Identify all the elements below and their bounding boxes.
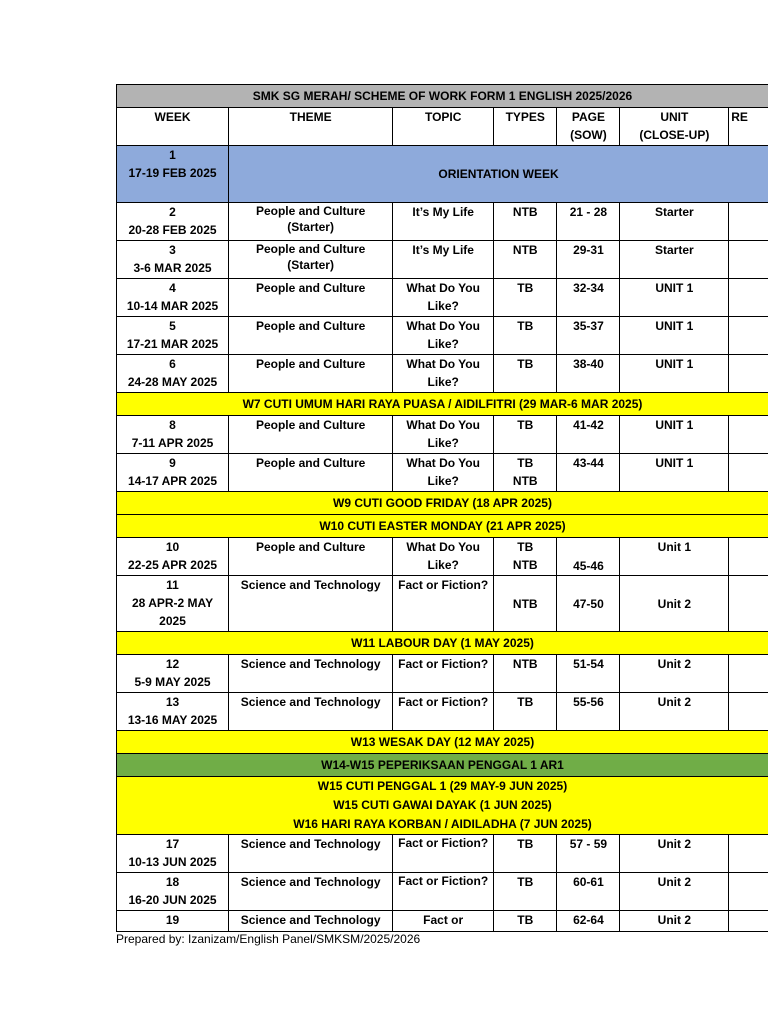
- theme-cell: People and Culture: [229, 538, 393, 576]
- week-number: 11: [166, 578, 179, 592]
- unit-cell: UNIT 1: [620, 454, 729, 492]
- orientation-row: [117, 146, 768, 203]
- week-number: 6: [169, 357, 176, 371]
- header-types: TYPES: [494, 108, 557, 146]
- table-row: [117, 279, 768, 317]
- types-cell: TB: [494, 873, 557, 911]
- remark-cell: [729, 317, 768, 355]
- types-cell: TB: [494, 317, 557, 355]
- theme-cell: People and Culture: [229, 317, 393, 355]
- page-cell: 51-54: [557, 655, 620, 693]
- unit-cell: Unit 1: [620, 538, 729, 576]
- header-unit: [620, 108, 729, 146]
- types-cell: NTB: [494, 241, 557, 279]
- header-remark: RE: [729, 108, 768, 146]
- page-cell: 45-46: [557, 538, 620, 576]
- theme-cell: Science and Technology: [229, 576, 393, 632]
- topic-cell: It’s My Life: [393, 203, 494, 241]
- page-cell: 47-50: [557, 576, 620, 632]
- types-cell: [494, 538, 557, 576]
- holiday-w15-gawai: W15 CUTI GAWAI DAYAK (1 JUN 2025): [333, 798, 552, 812]
- week-dates: 5-9 MAY 2025: [134, 675, 211, 689]
- week-number: 18: [165, 875, 180, 889]
- remark-cell: [729, 873, 768, 911]
- header-topic: TOPIC: [393, 108, 494, 146]
- types-cell: TB: [494, 911, 557, 932]
- table-row: [117, 203, 768, 241]
- table-row: [117, 241, 768, 279]
- holiday-w15-w16: [117, 777, 768, 835]
- page-cell: 32-34: [557, 279, 620, 317]
- table-row: [117, 454, 768, 492]
- page-cell: 38-40: [557, 355, 620, 393]
- remark-cell: [729, 835, 768, 873]
- topic-cell: What Do You Like?: [393, 416, 494, 454]
- table-row: [117, 355, 768, 393]
- week-dates: 7-11 APR 2025: [131, 436, 214, 450]
- week-number: 19: [117, 911, 229, 932]
- header-unit-line1: UNIT: [660, 110, 689, 124]
- types-line2: NTB: [512, 558, 538, 572]
- unit-cell: Starter: [620, 203, 729, 241]
- week-dates: 17-19 FEB 2025: [128, 166, 217, 180]
- types-cell: NTB: [494, 655, 557, 693]
- unit-cell: Unit 2: [620, 873, 729, 911]
- week-cell: [117, 538, 229, 576]
- theme-cell: People and Culture: [229, 416, 393, 454]
- week-dates: 10-13 JUN 2025: [128, 855, 217, 869]
- header-page: [557, 108, 620, 146]
- theme-cell: People and Culture (Starter): [229, 203, 393, 241]
- page-cell: 62-64: [557, 911, 620, 932]
- theme-cell: People and Culture: [229, 454, 393, 492]
- holiday-row: [117, 515, 768, 538]
- remark-cell: [729, 241, 768, 279]
- types-cell: TB: [494, 416, 557, 454]
- week-number: 17: [165, 837, 180, 851]
- remark-cell: [729, 655, 768, 693]
- theme-cell: People and Culture: [229, 279, 393, 317]
- topic-cell: Fact or Fiction?: [393, 835, 494, 873]
- holiday-w10: W10 CUTI EASTER MONDAY (21 APR 2025): [117, 515, 768, 538]
- table-row: [117, 835, 768, 873]
- remark-cell: [729, 911, 768, 932]
- table-row: [117, 576, 768, 632]
- header-unit-line2: (CLOSE-UP): [639, 128, 710, 142]
- theme-cell: Science and Technology: [229, 835, 393, 873]
- week-number: 5: [169, 319, 176, 333]
- types-line1: TB: [517, 456, 534, 470]
- page-cell: 35-37: [557, 317, 620, 355]
- week-cell: [117, 355, 229, 393]
- page-cell: 57 - 59: [557, 835, 620, 873]
- week-cell: [117, 576, 229, 632]
- remark-cell: [729, 416, 768, 454]
- unit-cell: Unit 2: [620, 655, 729, 693]
- table-row: [117, 538, 768, 576]
- unit-cell: UNIT 1: [620, 279, 729, 317]
- theme-cell: People and Culture (Starter): [229, 241, 393, 279]
- topic-cell: Fact or Fiction?: [393, 655, 494, 693]
- orientation-label: ORIENTATION WEEK: [229, 146, 768, 203]
- header-page-line2: (SOW): [570, 128, 607, 142]
- week-dates: 24-28 MAY 2025: [127, 375, 218, 389]
- remark-cell: [729, 693, 768, 731]
- holiday-w13: W13 WESAK DAY (12 MAY 2025): [117, 731, 768, 754]
- types-cell: TB: [494, 355, 557, 393]
- week-cell: [117, 279, 229, 317]
- topic-cell: What Do You Like?: [393, 279, 494, 317]
- page-cell: 43-44: [557, 454, 620, 492]
- holiday-w11: W11 LABOUR DAY (1 MAY 2025): [117, 632, 768, 655]
- remark-cell: [729, 279, 768, 317]
- week-cell: [117, 317, 229, 355]
- types-cell: TB: [494, 693, 557, 731]
- week-cell: [117, 241, 229, 279]
- week-cell: [117, 655, 229, 693]
- topic-cell: Fact or Fiction?: [393, 873, 494, 911]
- week-cell: [117, 873, 229, 911]
- topic-cell: What Do You Like?: [393, 538, 494, 576]
- table-row: [117, 317, 768, 355]
- table-row: [117, 911, 768, 932]
- week-cell: [117, 146, 229, 203]
- unit-cell: Unit 2: [620, 911, 729, 932]
- week-number: 8: [169, 418, 176, 432]
- week-dates: 10-14 MAR 2025: [126, 299, 219, 313]
- holiday-w9: W9 CUTI GOOD FRIDAY (18 APR 2025): [117, 492, 768, 515]
- week-cell: [117, 835, 229, 873]
- page-cell: 29-31: [557, 241, 620, 279]
- holiday-row: [117, 777, 768, 835]
- topic-cell: What Do You Like?: [393, 317, 494, 355]
- remark-cell: [729, 454, 768, 492]
- page-cell: 21 - 28: [557, 203, 620, 241]
- header-week: WEEK: [117, 108, 229, 146]
- unit-cell: Unit 2: [620, 576, 729, 632]
- week-dates: 3-6 MAR 2025: [133, 261, 212, 275]
- table-row: [117, 416, 768, 454]
- page-cell: 55-56: [557, 693, 620, 731]
- remark-cell: [729, 576, 768, 632]
- topic-cell: Fact or Fiction?: [393, 693, 494, 731]
- holiday-w7: W7 CUTI UMUM HARI RAYA PUASA / AIDILFITRI (29 MAR-6 MAR 2025): [117, 393, 768, 416]
- holiday-row: [117, 393, 768, 416]
- theme-cell: Science and Technology: [229, 911, 393, 932]
- scheme-of-work-table: [116, 84, 768, 932]
- topic-cell: It’s My Life: [393, 241, 494, 279]
- week-number: 1: [169, 148, 176, 162]
- remark-cell: [729, 538, 768, 576]
- remark-cell: [729, 355, 768, 393]
- unit-cell: Unit 2: [620, 693, 729, 731]
- topic-cell: Fact or Fiction?: [393, 576, 494, 632]
- table-row: [117, 873, 768, 911]
- theme-cell: Science and Technology: [229, 873, 393, 911]
- week-number: 13: [165, 695, 180, 709]
- week-cell: [117, 693, 229, 731]
- unit-cell: UNIT 1: [620, 355, 729, 393]
- table-title-row: [117, 85, 768, 108]
- header-theme: THEME: [229, 108, 393, 146]
- page-cell: 60-61: [557, 873, 620, 911]
- page-cell: 41-42: [557, 416, 620, 454]
- week-number: 12: [165, 657, 180, 671]
- week-number: 4: [169, 281, 176, 295]
- week-dates: 20-28 FEB 2025: [128, 223, 217, 237]
- week-cell: [117, 454, 229, 492]
- types-cell: NTB: [494, 576, 557, 632]
- week-dates: 22-25 APR 2025: [128, 558, 217, 572]
- week-dates: 16-20 JUN 2025: [128, 893, 217, 907]
- holiday-row: [117, 731, 768, 754]
- header-row: [117, 108, 768, 146]
- theme-cell: Science and Technology: [229, 693, 393, 731]
- unit-cell: Unit 2: [620, 835, 729, 873]
- week-number: 2: [169, 205, 176, 219]
- topic-cell: What Do You Like?: [393, 454, 494, 492]
- exam-row: [117, 754, 768, 777]
- types-cell: NTB: [494, 203, 557, 241]
- types-line2: NTB: [512, 474, 538, 488]
- theme-cell: People and Culture: [229, 355, 393, 393]
- week-number: 9: [169, 456, 176, 470]
- theme-cell: Science and Technology: [229, 655, 393, 693]
- exam-label: W14-W15 PEPERIKSAAN PENGGAL 1 AR1: [117, 754, 768, 777]
- unit-cell: UNIT 1: [620, 317, 729, 355]
- week-dates: 17-21 MAR 2025: [126, 337, 219, 351]
- table-row: [117, 693, 768, 731]
- table-title: SMK SG MERAH/ SCHEME OF WORK FORM 1 ENGLISH 2025/2026: [117, 85, 768, 108]
- holiday-row: [117, 492, 768, 515]
- week-cell: [117, 203, 229, 241]
- types-line1: TB: [517, 540, 534, 554]
- remark-cell: [729, 203, 768, 241]
- holiday-row: [117, 632, 768, 655]
- unit-cell: UNIT 1: [620, 416, 729, 454]
- table-row: [117, 655, 768, 693]
- week-dates: 14-17 APR 2025: [128, 474, 217, 488]
- holiday-w16: W16 HARI RAYA KORBAN / AIDILADHA (7 JUN 2025): [293, 817, 592, 831]
- topic-cell: What Do You Like?: [393, 355, 494, 393]
- week-cell: [117, 416, 229, 454]
- topic-cell: Fact or: [393, 911, 494, 932]
- types-cell: TB: [494, 279, 557, 317]
- week-number: 10: [165, 540, 180, 554]
- unit-cell: Starter: [620, 241, 729, 279]
- week-number: 3: [169, 243, 176, 257]
- week-dates: 28 APR-2 MAY 2025: [131, 596, 214, 628]
- holiday-w15-penggal: W15 CUTI PENGGAL 1 (29 MAY-9 JUN 2025): [317, 779, 568, 793]
- prepared-by-footer: Prepared by: Izanizam/English Panel/SMKSM/2025/2026: [116, 932, 421, 946]
- types-cell: TB: [494, 835, 557, 873]
- week-dates: 13-16 MAY 2025: [127, 713, 218, 727]
- header-page-line1: PAGE: [571, 110, 605, 124]
- types-cell: [494, 454, 557, 492]
